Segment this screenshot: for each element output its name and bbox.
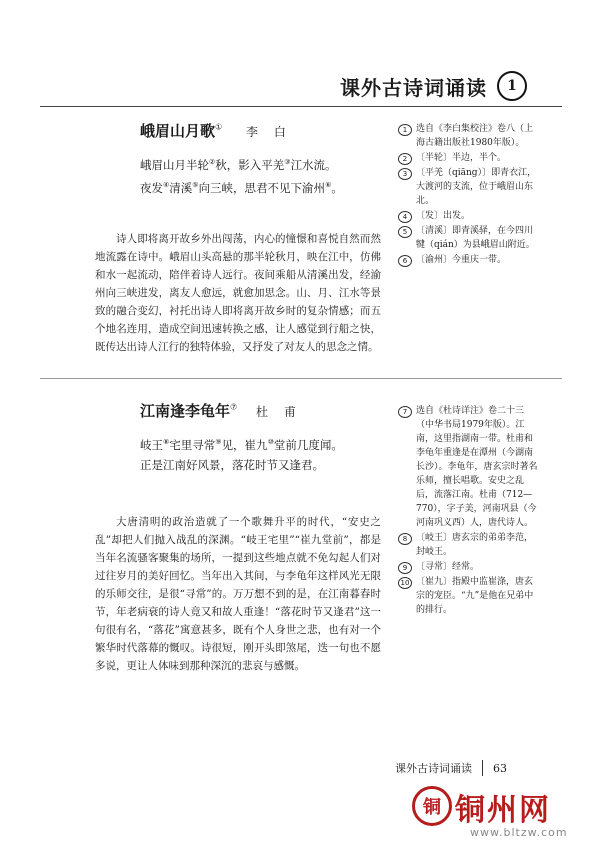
footnote: 5 〔清溪〕即青溪驿，在今四川犍（qián）为县峨眉山附近。: [398, 224, 538, 252]
poem1-body: [140, 152, 343, 198]
footnote: 7 选自《杜诗详注》卷二十三（中华书局1979年版）。江南，这里指湖南一带。杜甫和李龟年重逢是在潭州（今湖南长沙）。李龟年，唐玄宗时著名乐师，擅长唱歌。安史之乱后，流落江南。杜甫（712—770），字子美，河南巩县（今河南巩义西）人，唐代诗人。: [398, 404, 538, 530]
poem1-notes: [398, 122, 538, 268]
footnote: 1 选自《李白集校注》卷八（上海古籍出版社1980年版）。: [398, 122, 538, 150]
poem2-notes: [398, 404, 538, 618]
poem2-title: 江南逢李龟年⑦: [140, 402, 238, 420]
poem2-body: [140, 432, 343, 475]
poem1-author: 李 白: [246, 125, 292, 139]
poem1-title-ref: ①: [215, 122, 223, 132]
footnote: 9 〔寻常〕经常。: [398, 560, 538, 574]
poem1-title: 峨眉山月歌①: [140, 122, 223, 140]
watermark-logo-icon: 铜: [412, 786, 452, 826]
page-number: 63: [493, 761, 507, 775]
footnote: 3 〔平羌（qiāng）〕即青衣江，大渡河的支流，位于峨眉山东北。: [398, 166, 538, 208]
footnote: 8 〔岐王〕唐玄宗的弟弟李范，封岐王。: [398, 531, 538, 559]
header-rule: [40, 106, 562, 107]
watermark-text: 铜州网: [455, 793, 551, 828]
poem2-line-2: 正是江南好风景，落花时节又逢君。: [140, 457, 324, 472]
poem2-line-1: 岐王⑧宅里寻常⑨见，崔九⑩堂前几度闻。: [140, 437, 343, 452]
poem2-title-ref: ⑦: [230, 402, 238, 412]
footer-section-title: 课外古诗词诵读: [395, 762, 472, 775]
poem1-line-2: 夜发④清溪⑤向三峡，思君不见下渝州⑥。: [140, 180, 343, 195]
page-footer: [395, 760, 507, 776]
poem1-line-1: 峨眉山月半轮②秋，影入平羌③江水流。: [140, 157, 337, 172]
poem2-commentary: 大唐清明的政治造就了一个歌舞升平的时代，“安史之乱”却把人们抛入战乱的深渊。“岐王宅里”“崔九堂前”，都是当年名流骚客聚集的场所，一提到这些地点就不免勾起人们对过往岁月的美好回忆。当年出入其间，与李龟年这样风光无限的乐师交往，是很“寻常”的。万万想不到的是，在江南暮春时节，年老病衰的诗人竟又和故人重逢！“落花时节又逢君”这一句很有名，“落花”寓意甚多，既有个人身世之悲，也有对一个繁华时代落幕的慨叹。诗很短，刚开头即煞尾，迭一句也不愿多说，更让人体味到那种深沉的悲哀与感慨。: [95, 516, 381, 672]
section-header: [340, 68, 570, 104]
poem1-commentary: 诗人即将离开故乡外出闯荡，内心的憧憬和喜悦自然而然地流露在诗中。峨眉山头高悬的那半轮秋月，映在江中，仿佛和水一起流动，陪伴着诗人远行。夜间乘船从清溪出发，经渝州向三峡进发，离友人愈远，就愈加思念。山、月、江水等景致的融合变幻，衬托出诗人即将离开故乡时的复杂情感；而五个地名连用，造成空间迅速转换之感，让人感觉到行船之快，既传达出诗人江行的独特体验，又抒发了对友人的思念之情。: [95, 233, 381, 353]
footnote: 2 〔半轮〕半边，半个。: [398, 151, 538, 165]
watermark-url: www.bltzw.com: [470, 826, 568, 839]
footnote: 10 〔崔九〕指殿中监崔涤，唐玄宗的宠臣。“九”是他在兄弟中的排行。: [398, 575, 538, 617]
section-title: 课外古诗词诵读: [340, 75, 487, 100]
footer-separator: [482, 760, 483, 776]
footnote: 6 〔渝州〕今重庆一带。: [398, 253, 538, 267]
poem2-author: 杜 甫: [256, 405, 302, 419]
section-number-badge: 1: [497, 71, 527, 101]
footnote: 4 〔发〕出发。: [398, 209, 538, 223]
section-divider: [40, 378, 562, 379]
